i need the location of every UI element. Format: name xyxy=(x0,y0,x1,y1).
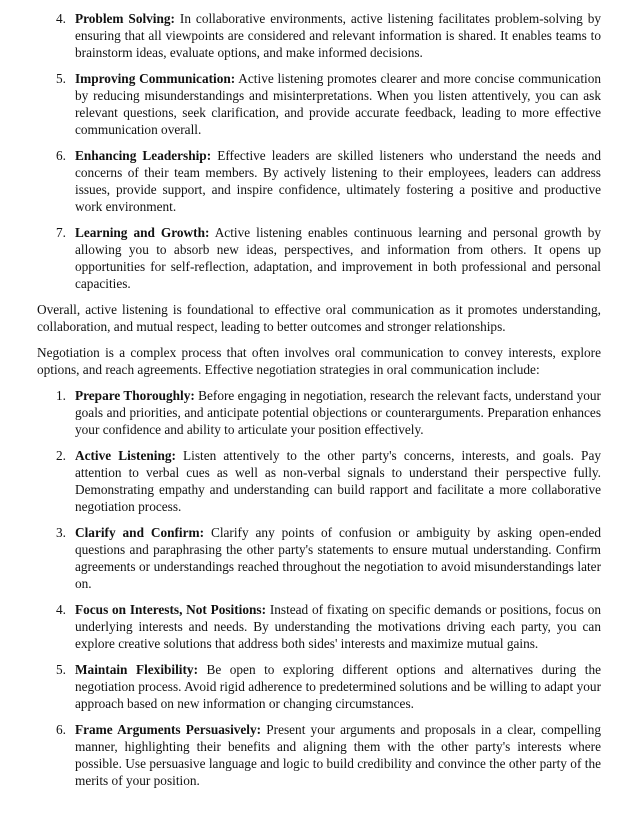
list-number: 2. xyxy=(56,448,66,463)
list-number: 6. xyxy=(56,722,66,737)
list-text: In collaborative environments, active listening facilitates problem-solving by ensuring that all viewpoints are considered and relevant information is shared. It enables teams to brainstorm ideas, evaluate options, and make informed decisions. xyxy=(75,11,601,60)
document-page xyxy=(0,10,638,798)
negotiation-strategies-list xyxy=(0,387,638,789)
list-text: Clarify any points of confusion or ambiguity by asking open-ended questions and paraphrasing the other party's statements to ensure mutual understanding. Confirm agreements or understandings reached throughout the negotiation to avoid misunderstandings later on. xyxy=(75,525,601,591)
list-item xyxy=(0,447,638,515)
list-text: Be open to exploring different options and alternatives during the negotiation process. Avoid rigid adherence to predetermined solutions and be willing to adapt your approach based on new information or changing circumstances. xyxy=(75,662,601,711)
list-item xyxy=(0,224,638,292)
list-text: Active listening enables continuous learning and personal growth by allowing you to absorb new ideas, perspectives, and information from others. It opens up opportunities for self-reflection, adaptation, and improvement in both professional and personal capacities. xyxy=(75,225,601,291)
benefits-list xyxy=(0,10,638,292)
list-term: Enhancing Leadership: xyxy=(75,148,212,163)
list-term: Learning and Growth: xyxy=(75,225,210,240)
list-item xyxy=(0,387,638,438)
list-number: 1. xyxy=(56,388,66,403)
list-text: Instead of fixating on specific demands or positions, focus on underlying interests and needs. By understanding the motivations driving each party, you can explore creative solutions that address both sides' interests and maximize mutual gains. xyxy=(75,602,602,651)
list-item xyxy=(0,147,638,215)
list-number: 5. xyxy=(56,662,66,677)
list-number: 3. xyxy=(56,525,66,540)
list-text: Listen attentively to the other party's concerns, interests, and goals. Pay attention to verbal cues as well as non-verbal signals to understand their perspective fully. Demonstrating empathy and understanding can build rapport and facilitate a more collaborative negotiation process. xyxy=(75,448,601,514)
list-term: Prepare Thoroughly: xyxy=(75,388,195,403)
list-number: 4. xyxy=(56,11,66,26)
list-text: Before engaging in negotiation, research the relevant facts, understand your goals and priorities, and anticipate potential objections or counterarguments. Preparation enhances your confidence and ability to articulate your position effectively. xyxy=(75,388,601,437)
list-number: 5. xyxy=(56,71,66,86)
overall-paragraph: Overall, active listening is foundational to effective oral communication as it promotes understanding, collaboration, and mutual respect, leading to better outcomes and stronger relationships. xyxy=(37,302,601,334)
list-text: Present your arguments and proposals in a clear, compelling manner, highlighting their benefits and aligning them with the other party's interests where possible. Use persuasive language and logic to build credibility and convince the other party of the merits of your position. xyxy=(75,722,601,788)
list-text: Effective leaders are skilled listeners who understand the needs and concerns of their team members. By actively listening to their employees, leaders can address issues, provide support, and inspire confidence, ultimately fostering a positive and productive work environment. xyxy=(75,148,601,214)
list-term: Improving Communication: xyxy=(75,71,236,86)
list-term: Maintain Flexibility: xyxy=(75,662,198,677)
list-text: Active listening promotes clearer and more concise communication by reducing misunderstandings and misinterpretations. When you listen attentively, you can ask relevant questions, seek clarification, and provide accurate feedback, leading to more effective communication overall. xyxy=(75,71,602,137)
list-term: Active Listening: xyxy=(75,448,176,463)
list-number: 7. xyxy=(56,225,66,240)
list-number: 4. xyxy=(56,602,66,617)
list-item xyxy=(0,661,638,712)
negotiation-intro-paragraph: Negotiation is a complex process that often involves oral communication to convey interests, explore options, and reach agreements. Effective negotiation strategies in oral communication include: xyxy=(37,345,601,377)
list-term: Problem Solving: xyxy=(75,11,175,26)
list-item xyxy=(0,70,638,138)
list-item xyxy=(0,10,638,61)
list-number: 6. xyxy=(56,148,66,163)
list-item xyxy=(0,524,638,592)
list-item xyxy=(0,601,638,652)
list-term: Frame Arguments Persuasively: xyxy=(75,722,262,737)
list-item xyxy=(0,721,638,789)
list-term: Focus on Interests, Not Positions: xyxy=(75,602,267,617)
list-term: Clarify and Confirm: xyxy=(75,525,205,540)
